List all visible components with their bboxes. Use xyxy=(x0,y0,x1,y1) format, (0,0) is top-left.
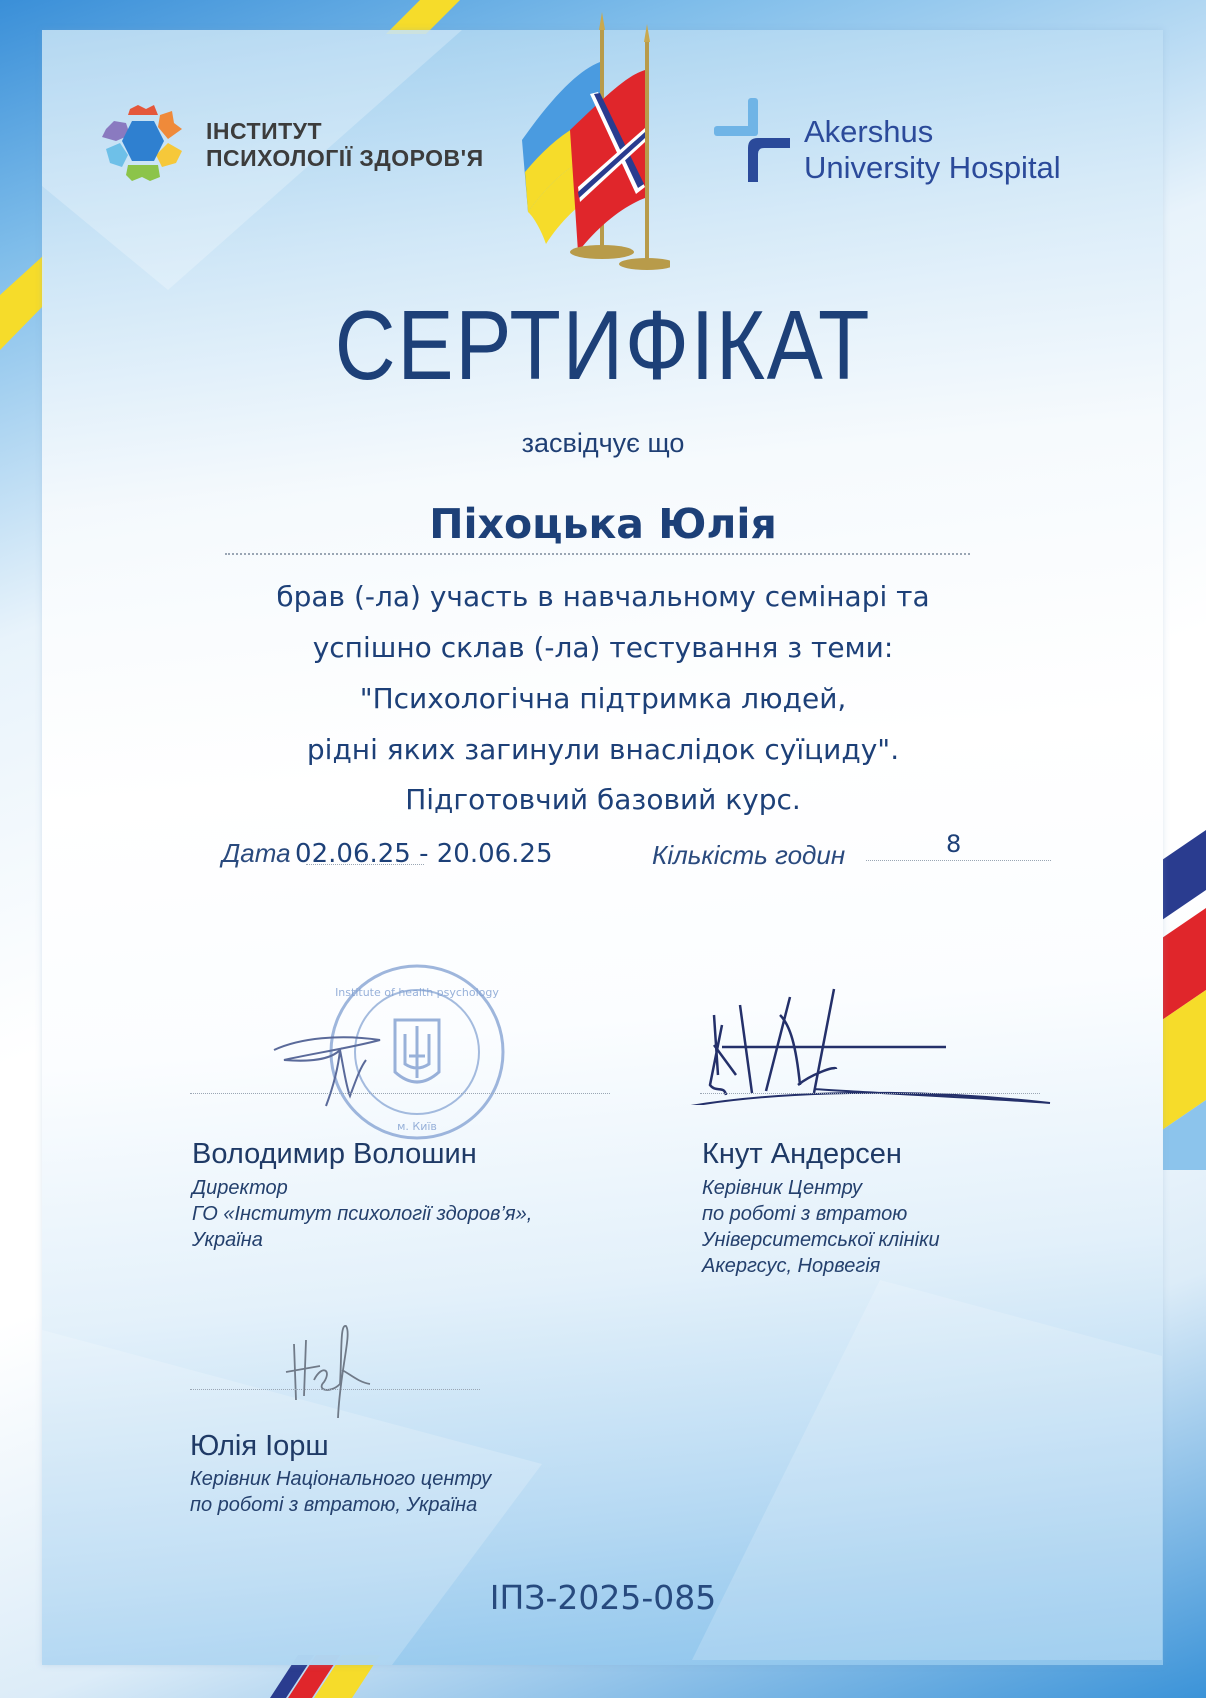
hours-value: 8 xyxy=(946,830,962,858)
certificate-subtitle: засвідчує що xyxy=(521,428,685,458)
date-label: Дата xyxy=(222,838,291,868)
signature-1-line xyxy=(190,1093,610,1094)
date-value: 02.06.25 - 20.06.25 xyxy=(295,839,553,869)
body-line-4: рідні яких загинули внаслідок суїциду". xyxy=(306,733,900,766)
signature-1-handwriting xyxy=(270,1020,390,1110)
ukraine-norway-flags-icon xyxy=(520,12,670,272)
certificate-title: СЕРТИФІКАТ xyxy=(334,290,872,400)
top-yellow-stripe-decoration xyxy=(380,0,460,34)
akershus-cross-logo-icon xyxy=(714,98,790,182)
signature-2-line xyxy=(700,1093,1040,1094)
recipient-name-underline xyxy=(225,553,970,555)
signatory-2-role: Керівник Центру по роботі з втратою Університетської клініки Акергсус, Норвегія xyxy=(702,1177,940,1277)
signatory-2-name: Кнут Андерсен xyxy=(702,1138,902,1170)
akershus-logo-text xyxy=(804,114,1061,186)
signature-3-handwriting xyxy=(280,1310,380,1420)
akershus-logo-line1: Akershus xyxy=(804,114,934,149)
body-line-2: успішно склав (-ла) тестування з теми: xyxy=(312,631,894,664)
institute-logo-line1: ІНСТИТУТ xyxy=(206,118,323,144)
svg-text:Institute of health psychology: Institute of health psychology xyxy=(335,986,499,999)
signatory-3-role: Керівник Національного центру по роботі з втратою, Україна xyxy=(190,1468,492,1516)
signatory-1-role: Директор ГО «Інститут психології здоров’я», Україна xyxy=(192,1177,533,1251)
hours-label: Кількість годин xyxy=(652,840,846,870)
hours-underline xyxy=(866,860,1051,861)
body-line-3: "Психологічна підтримка людей, xyxy=(359,682,847,715)
right-flag-stripes-decoration xyxy=(1160,810,1206,1170)
date-underline xyxy=(306,864,424,865)
institute-gear-logo-icon xyxy=(102,105,184,181)
certificate-panel xyxy=(42,30,1163,1665)
recipient-name: Піхоцька Юлія xyxy=(429,500,777,548)
signatory-1-name: Володимир Волошин xyxy=(192,1138,477,1170)
signature-3-line xyxy=(190,1389,480,1390)
signatory-3-name: Юлія Іорш xyxy=(190,1430,329,1462)
certificate-code: ІПЗ-2025-085 xyxy=(489,1578,717,1617)
signature-2-handwriting xyxy=(650,985,1070,1105)
akershus-logo-line2: University Hospital xyxy=(804,150,1061,185)
body-line-5: Підготовчий базовий курс. xyxy=(405,783,801,816)
svg-text:м. Київ: м. Київ xyxy=(397,1120,437,1133)
body-line-1: брав (-ла) участь в навчальному семінарі та xyxy=(276,580,930,613)
institute-logo-line2: ПСИХОЛОГІЇ ЗДОРОВ'Я xyxy=(206,145,484,171)
left-yellow-stripe-decoration xyxy=(0,255,44,365)
institute-logo-text xyxy=(206,118,484,172)
